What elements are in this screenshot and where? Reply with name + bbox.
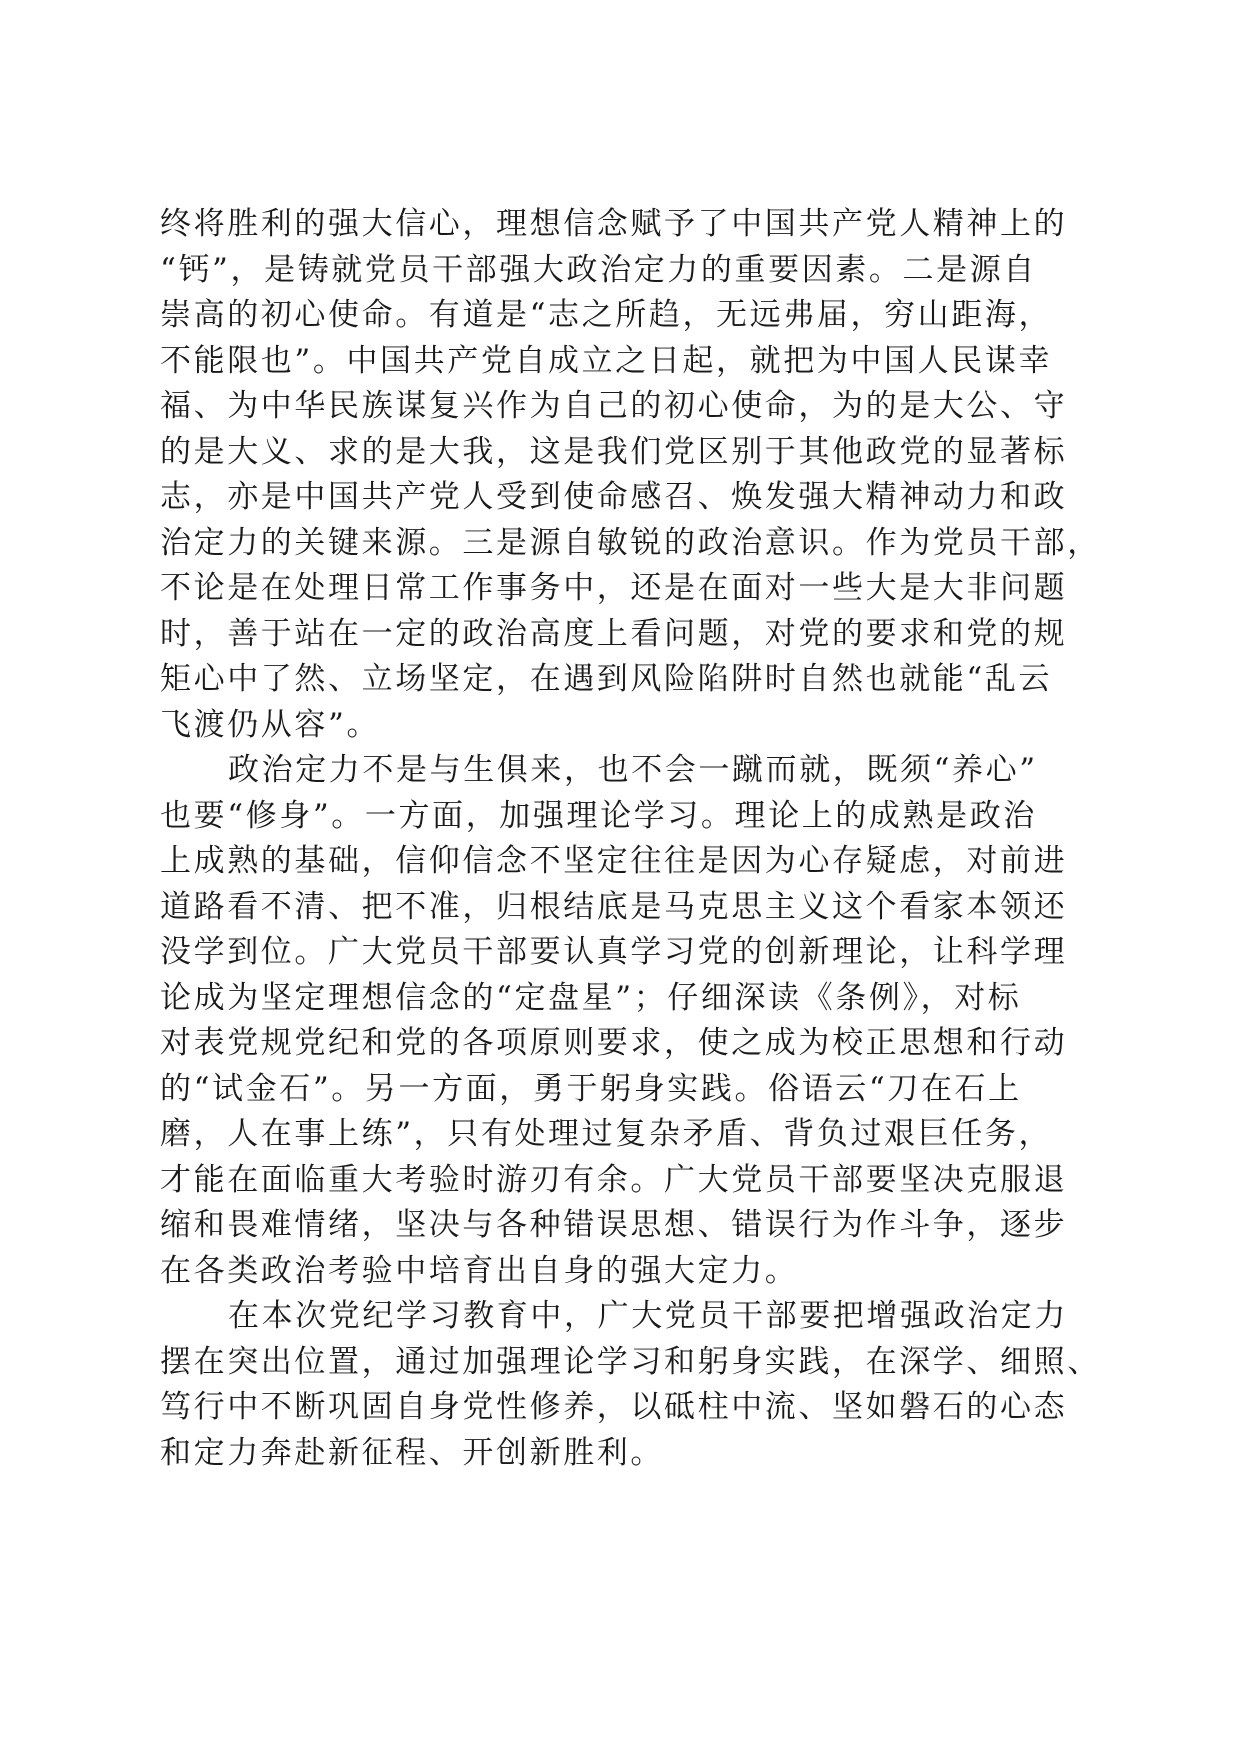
paragraph-first-line: 政治定力不是与生俱来，也不会一蹴而就，既须“养心” bbox=[228, 752, 1038, 788]
body-text bbox=[160, 202, 1101, 1476]
text-line: 对表党规党纪和党的各项原则要求，使之成为校正思想和行动 bbox=[160, 1025, 1068, 1061]
text-line: 笃行中不断巩固自身党性修养，以砥柱中流、坚如磐石的心态 bbox=[160, 1389, 1068, 1425]
text-line: 论成为坚定理想信念的“定盘星”；仔细深读《条例》，对标 bbox=[160, 979, 1022, 1016]
text-line: 磨，人在事上练”，只有处理过复杂矛盾、背负过艰巨任务， bbox=[160, 1116, 1053, 1152]
text-line: 时，善于站在一定的政治高度上看问题，对党的要求和党的规 bbox=[160, 615, 1068, 652]
text-line: 福、为中华民族谋复兴作为自己的初心使命，为的是大公、守 bbox=[160, 388, 1068, 424]
text-line: 才能在面临重大考验时游刃有余。广大党员干部要坚决克服退 bbox=[160, 1161, 1068, 1198]
text-line: 道路看不清、把不准，归根结底是马克思主义这个看家本领还 bbox=[160, 888, 1068, 925]
text-line: 缩和畏难情绪，坚决与各种错误思想、错误行为作斗争，逐步 bbox=[160, 1207, 1068, 1243]
text-line: 终将胜利的强大信心，理想信念赋予了中国共产党人精神上的 bbox=[160, 206, 1068, 242]
paragraph-first-line: 在本次党纪学习教育中，广大党员干部要把增强政治定力 bbox=[228, 1298, 1068, 1334]
text-line: 没学到位。广大党员干部要认真学习党的创新理论，让科学理 bbox=[160, 934, 1068, 970]
text-line: 飞渡仍从容”。 bbox=[160, 706, 381, 743]
text-line: 和定力奔赴新征程、开创新胜利。 bbox=[160, 1434, 664, 1471]
text-line: 矩心中了然、立场坚定，在遇到风险陷阱时自然也就能“乱云 bbox=[160, 661, 1053, 697]
text-line: “钙”，是铸就党员干部强大政治定力的重要因素。二是源自 bbox=[160, 251, 1037, 288]
text-line: 在各类政治考验中培育出自身的强大定力。 bbox=[160, 1252, 799, 1289]
text-line: 的是大义、求的是大我，这是我们党区别于其他政党的显著标 bbox=[160, 433, 1068, 470]
text-line: 志，亦是中国共产党人受到使命感召、焕发强大精神动力和政 bbox=[160, 479, 1068, 515]
text-line: 的“试金石”。另一方面，勇于躬身实践。俗语云“刀在石上 bbox=[160, 1070, 1022, 1107]
text-line: 上成熟的基础，信仰信念不坚定往往是因为心存疑虑，对前进 bbox=[160, 843, 1068, 879]
text-line: 治定力的关键来源。三是源自敏锐的政治意识。作为党员干部， bbox=[160, 524, 1101, 561]
text-line: 也要“修身”。一方面，加强理论学习。理论上的成熟是政治 bbox=[160, 797, 1037, 834]
text-line: 不能限也”。中国共产党自成立之日起，就把为中国人民谋幸 bbox=[160, 342, 1053, 379]
text-line: 摆在突出位置，通过加强理论学习和躬身实践，在深学、细照、 bbox=[160, 1343, 1101, 1380]
text-line: 不论是在处理日常工作事务中，还是在面对一些大是大非问题 bbox=[160, 570, 1068, 606]
text-line: 崇高的初心使命。有道是“志之所趋，无远弗届，穷山距海， bbox=[160, 297, 1053, 333]
